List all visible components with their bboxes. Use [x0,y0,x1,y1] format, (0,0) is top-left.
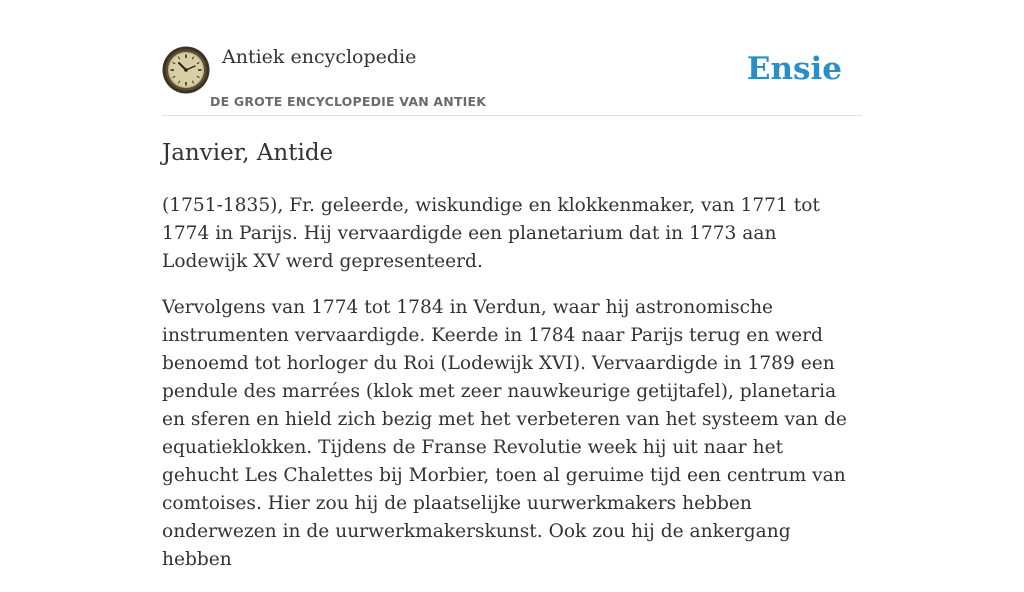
header-divider [162,115,862,116]
article-paragraph: Vervolgens van 1774 tot 1784 in Verdun, waar hij astronomische instrumenten vervaardigde. Keerde in 1784 naar Parijs terug en werd benoemd tot horloger du Roi (Lodewijk XVI). Vervaardigde in 1789 een pendule des marrées (klok met zeer nauwkeurige getijtafel), planetaria en sferen en hield zich bezig met het verbeteren van het systeem van de equatieklokken. Tijdens de Franse Revolutie week hij uit naar het gehucht Les Chalettes bij Morbier, toen al geruime tijd een centrum van comtoises. Hier zou hij de plaatselijke uurwerkmakers hebben onderwezen in de uurwerkmakerskunst. Ook zou hij de ankergang hebben [162,297,847,570]
article-title: Janvier, Antide [162,140,334,166]
site-subtitle: DE GROTE ENCYCLOPEDIE VAN ANTIEK [210,94,487,109]
clock-face-icon[interactable] [162,46,210,94]
site-header [162,46,862,116]
site-name[interactable]: Antiek encyclopedie [222,46,417,68]
brand-logo[interactable]: Ensie [746,51,842,87]
article-body [162,192,862,592]
article-paragraph: (1751-1835), Fr. geleerde, wiskundige en klokkenmaker, van 1771 tot 1774 in Parijs. Hij vervaardigde een planetarium dat in 1773 aan Lodewijk XV werd gepresenteerd. [162,195,820,272]
